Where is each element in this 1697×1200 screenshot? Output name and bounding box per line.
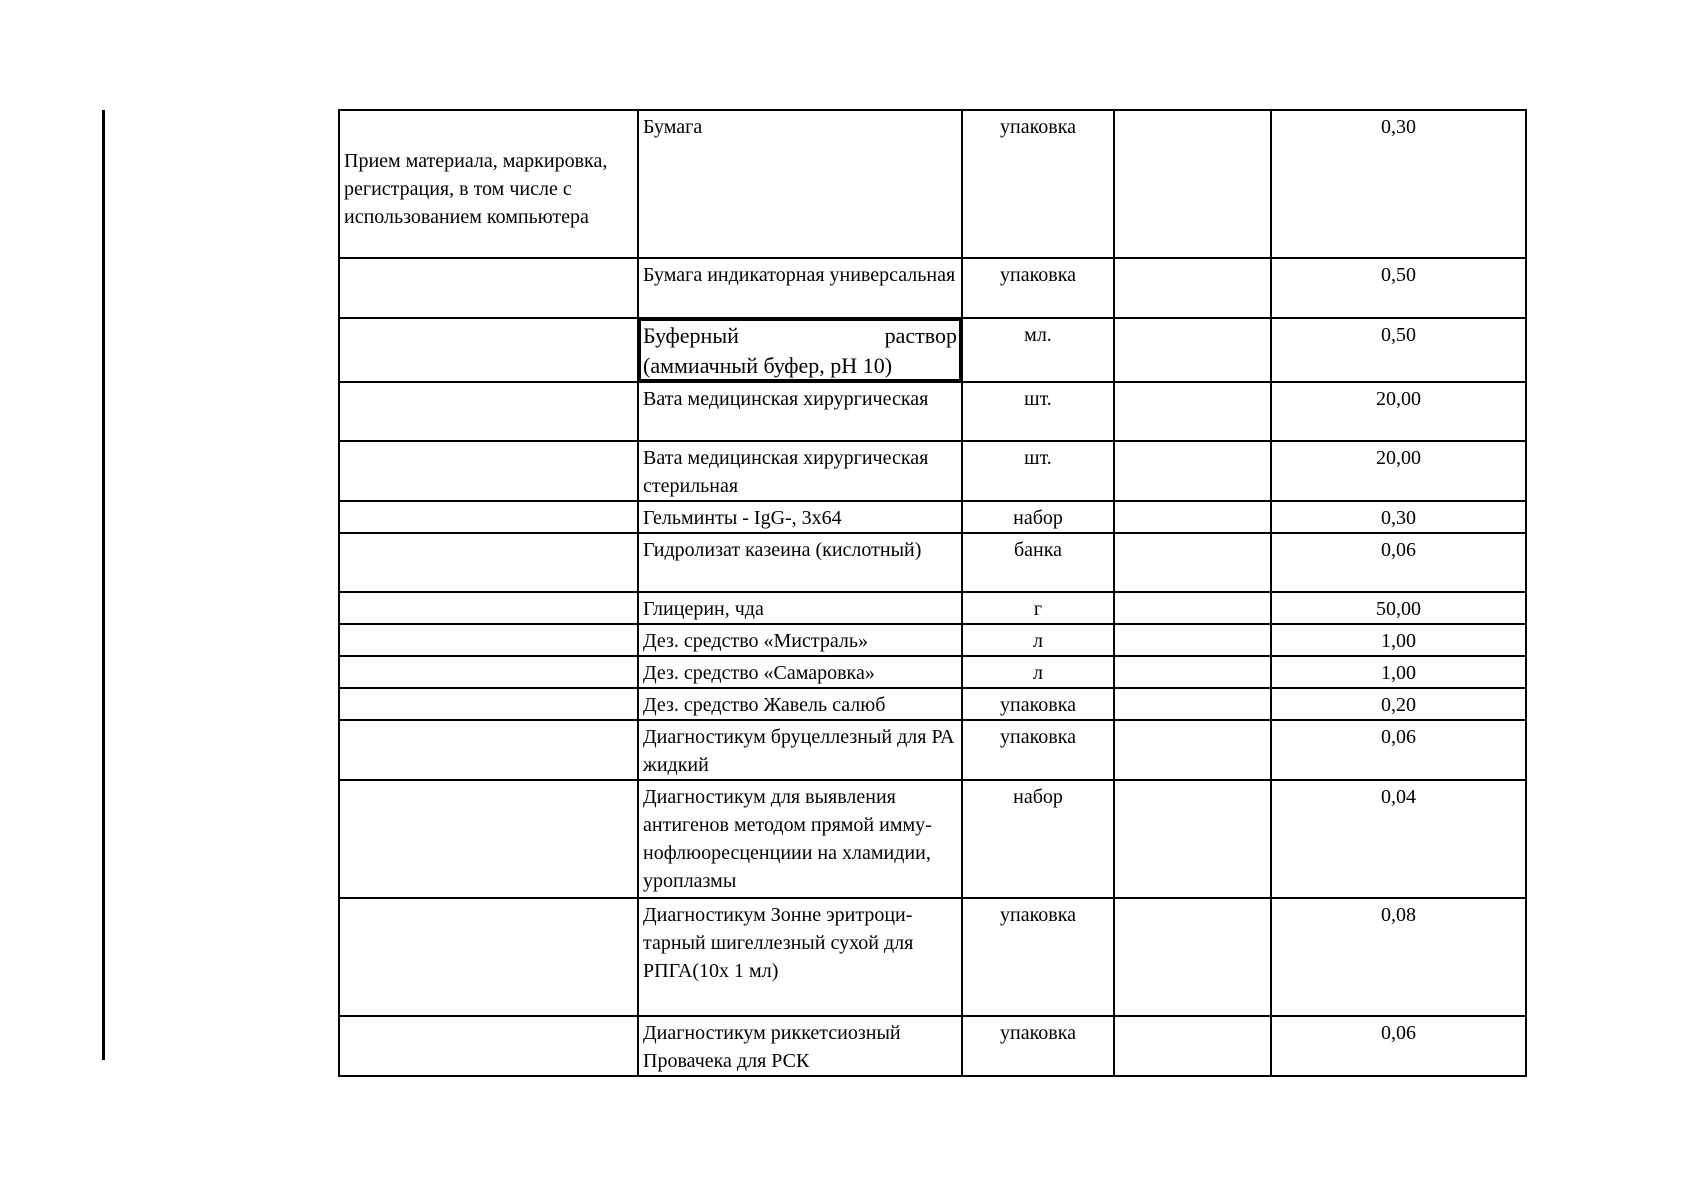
table-row bbox=[339, 533, 1526, 592]
item-cell: Диагностикум Зонне эритроци-тарный шигеллезный сухой для РПГА(10х 1 мл) bbox=[638, 898, 962, 1016]
value-cell: 0,50 bbox=[1271, 318, 1526, 382]
value-cell: 0,06 bbox=[1271, 533, 1526, 592]
qty-cell bbox=[1114, 110, 1271, 258]
item-cell: Глицерин, чда bbox=[638, 592, 962, 624]
process-cell bbox=[339, 501, 638, 533]
table-row bbox=[339, 110, 1526, 258]
process-cell bbox=[339, 441, 638, 501]
value-cell: 0,06 bbox=[1271, 1016, 1526, 1076]
unit-cell: шт. bbox=[962, 441, 1114, 501]
process-cell bbox=[339, 533, 638, 592]
process-cell bbox=[339, 898, 638, 1016]
item-line: (аммиачный буфер, pH 10) bbox=[643, 353, 893, 378]
qty-cell bbox=[1114, 533, 1271, 592]
item-cell: Диагностикум для выявления антигенов методом прямой имму-нофлюоресценциии на хламидии, уроплазмы bbox=[638, 780, 962, 898]
value-cell: 0,30 bbox=[1271, 501, 1526, 533]
table-row bbox=[339, 318, 1526, 382]
qty-cell bbox=[1114, 592, 1271, 624]
qty-cell bbox=[1114, 441, 1271, 501]
item-cell: Диагностикум риккетсиозный Провачека для РСК bbox=[638, 1016, 962, 1076]
page-margin-rule bbox=[102, 110, 105, 1060]
qty-cell bbox=[1114, 898, 1271, 1016]
process-cell bbox=[339, 258, 638, 318]
process-cell bbox=[339, 720, 638, 780]
process-cell: Прием материала, маркировка, регистрация, в том числе с использованием компьютера bbox=[339, 110, 638, 258]
process-cell bbox=[339, 318, 638, 382]
qty-cell bbox=[1114, 382, 1271, 441]
table-row bbox=[339, 780, 1526, 898]
table-row bbox=[339, 382, 1526, 441]
unit-cell: л bbox=[962, 656, 1114, 688]
item-cell: Дез. средство «Мистраль» bbox=[638, 624, 962, 656]
item-cell: Диагностикум бруцеллезный для РА жидкий bbox=[638, 720, 962, 780]
qty-cell bbox=[1114, 656, 1271, 688]
item-cell: Дез. средство Жавель салюб bbox=[638, 688, 962, 720]
item-cell: Вата медицинская хирургическая bbox=[638, 382, 962, 441]
table-row bbox=[339, 258, 1526, 318]
value-cell: 20,00 bbox=[1271, 441, 1526, 501]
materials-table bbox=[338, 109, 1527, 1077]
table-row bbox=[339, 898, 1526, 1016]
table-row bbox=[339, 1016, 1526, 1076]
qty-cell bbox=[1114, 720, 1271, 780]
unit-cell: мл. bbox=[962, 318, 1114, 382]
unit-cell: г bbox=[962, 592, 1114, 624]
item-cell: Гидролизат казеина (кислотный) bbox=[638, 533, 962, 592]
unit-cell: упаковка bbox=[962, 1016, 1114, 1076]
unit-cell: упаковка bbox=[962, 688, 1114, 720]
item-cell: Бумага индикаторная универсальная bbox=[638, 258, 962, 318]
table-row bbox=[339, 624, 1526, 656]
unit-cell: шт. bbox=[962, 382, 1114, 441]
value-cell: 0,50 bbox=[1271, 258, 1526, 318]
table-row bbox=[339, 441, 1526, 501]
value-cell: 50,00 bbox=[1271, 592, 1526, 624]
item-cell: Вата медицинская хирургическая стерильная bbox=[638, 441, 962, 501]
process-cell bbox=[339, 688, 638, 720]
table-row bbox=[339, 720, 1526, 780]
table-row bbox=[339, 501, 1526, 533]
unit-cell: набор bbox=[962, 780, 1114, 898]
unit-cell: упаковка bbox=[962, 898, 1114, 1016]
value-cell: 1,00 bbox=[1271, 656, 1526, 688]
process-cell bbox=[339, 382, 638, 441]
qty-cell bbox=[1114, 624, 1271, 656]
process-cell bbox=[339, 592, 638, 624]
qty-cell bbox=[1114, 258, 1271, 318]
item-cell: Бумага bbox=[638, 110, 962, 258]
unit-cell: упаковка bbox=[962, 110, 1114, 258]
process-cell bbox=[339, 1016, 638, 1076]
table-row bbox=[339, 592, 1526, 624]
process-cell bbox=[339, 656, 638, 688]
qty-cell bbox=[1114, 688, 1271, 720]
unit-cell: набор bbox=[962, 501, 1114, 533]
qty-cell bbox=[1114, 780, 1271, 898]
value-cell: 0,04 bbox=[1271, 780, 1526, 898]
unit-cell: банка bbox=[962, 533, 1114, 592]
qty-cell bbox=[1114, 1016, 1271, 1076]
qty-cell bbox=[1114, 318, 1271, 382]
item-cell bbox=[638, 318, 962, 382]
value-cell: 0,20 bbox=[1271, 688, 1526, 720]
item-cell: Дез. средство «Самаровка» bbox=[638, 656, 962, 688]
value-cell: 0,08 bbox=[1271, 898, 1526, 1016]
unit-cell: упаковка bbox=[962, 258, 1114, 318]
table-row bbox=[339, 688, 1526, 720]
value-cell: 1,00 bbox=[1271, 624, 1526, 656]
item-cell: Гельминты - IgG-, 3x64 bbox=[638, 501, 962, 533]
process-cell bbox=[339, 624, 638, 656]
unit-cell: л bbox=[962, 624, 1114, 656]
qty-cell bbox=[1114, 501, 1271, 533]
value-cell: 0,06 bbox=[1271, 720, 1526, 780]
value-cell: 0,30 bbox=[1271, 110, 1526, 258]
value-cell: 20,00 bbox=[1271, 382, 1526, 441]
table-row bbox=[339, 656, 1526, 688]
unit-cell: упаковка bbox=[962, 720, 1114, 780]
item-line: Буферный раствор bbox=[643, 323, 957, 348]
process-cell bbox=[339, 780, 638, 898]
